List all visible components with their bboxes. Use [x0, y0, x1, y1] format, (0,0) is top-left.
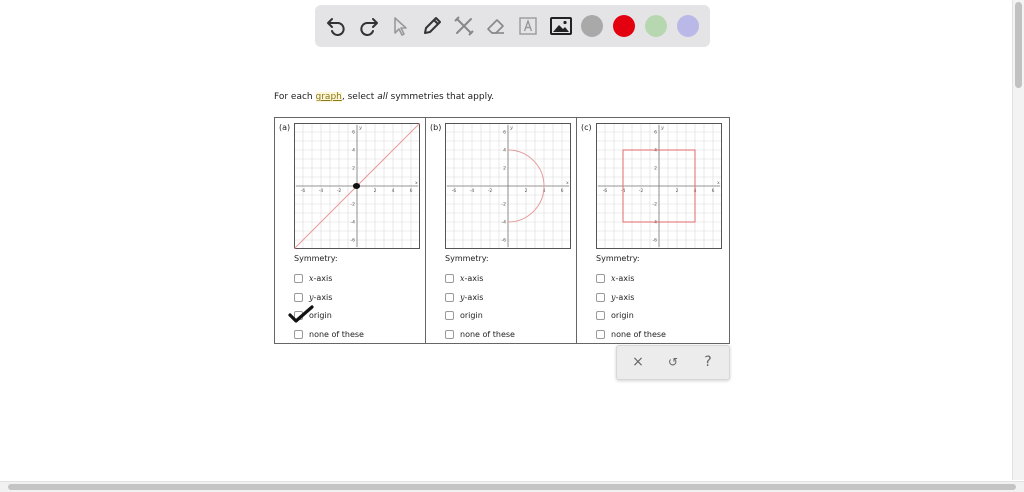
color-swatch-lavender[interactable]: [677, 15, 699, 37]
checkbox[interactable]: [294, 330, 303, 339]
y-tick-label: 6: [352, 130, 355, 136]
undo-answer-button[interactable]: ↺: [667, 355, 679, 369]
option-y-axis[interactable]: y -axis: [294, 291, 332, 303]
redo-icon[interactable]: [356, 14, 380, 38]
y-tick-label: -6: [652, 238, 657, 244]
y-tick-label: 4: [654, 148, 657, 154]
ink-dot: [353, 183, 360, 189]
x-tick-label: -2: [638, 189, 644, 194]
y-axis-label: y: [359, 125, 362, 131]
image-icon[interactable]: [549, 14, 573, 38]
option-y-axis[interactable]: y -axis: [596, 291, 634, 303]
checkbox[interactable]: [596, 293, 605, 302]
eraser-icon[interactable]: [484, 14, 508, 38]
scroll-thumb[interactable]: [1015, 2, 1022, 88]
text-box-icon[interactable]: [516, 14, 540, 38]
checkbox[interactable]: [596, 311, 605, 320]
color-swatch-gray[interactable]: [581, 15, 603, 37]
y-tick-label: -2: [350, 202, 355, 208]
x-tick-label: 2: [675, 189, 679, 194]
panel-label: (c): [581, 123, 592, 132]
checkbox[interactable]: [445, 274, 454, 283]
y-axis-label: y: [510, 125, 513, 131]
option-origin[interactable]: origin: [445, 309, 483, 321]
option-x-axis[interactable]: x -axis: [294, 272, 332, 284]
checkbox[interactable]: [294, 293, 303, 302]
graph-a: [294, 123, 420, 249]
graph-link[interactable]: graph: [315, 92, 342, 102]
drawing-toolbar: [315, 5, 710, 47]
x-tick-label: -4: [318, 189, 324, 194]
scroll-thumb[interactable]: [8, 484, 1016, 490]
panel-a: [275, 118, 426, 343]
y-tick-label: 6: [654, 130, 657, 136]
prompt-emphasis: all: [377, 92, 388, 102]
horizontal-scrollbar[interactable]: [0, 481, 1024, 492]
x-tick-label: -2: [336, 189, 342, 194]
vertical-scrollbar[interactable]: [1012, 0, 1024, 480]
x-tick-label: 2: [524, 189, 528, 194]
symmetry-title: Symmetry:: [596, 254, 640, 263]
graph-panels: [274, 117, 730, 344]
tools-icon[interactable]: [452, 14, 476, 38]
y-tick-label: -4: [652, 220, 657, 226]
graph-c: [596, 123, 722, 249]
panel-c: [577, 118, 728, 343]
x-axis-label: x: [415, 180, 418, 186]
y-tick-label: -4: [350, 220, 355, 226]
x-tick-label: 4: [391, 189, 395, 194]
symmetry-title: Symmetry:: [294, 254, 338, 263]
x-tick-label: -4: [469, 189, 475, 194]
panel-label: (a): [279, 123, 291, 132]
y-axis-label: y: [661, 125, 664, 131]
option-origin[interactable]: origin: [596, 309, 634, 321]
color-swatch-red[interactable]: [613, 15, 635, 37]
help-button[interactable]: ?: [704, 354, 712, 370]
option-origin[interactable]: origin: [294, 309, 332, 321]
x-tick-label: 4: [542, 189, 546, 194]
x-tick-label: 6: [409, 189, 413, 194]
color-swatch-green[interactable]: [645, 15, 667, 37]
panel-b: [426, 118, 577, 343]
checkbox[interactable]: [445, 293, 454, 302]
x-tick-label: -4: [620, 189, 626, 194]
option-none[interactable]: none of these: [445, 328, 515, 340]
y-tick-label: -2: [652, 202, 657, 208]
y-tick-label: -6: [350, 238, 355, 244]
undo-icon[interactable]: [325, 14, 349, 38]
question-prompt: [274, 92, 494, 102]
x-tick-label: 6: [560, 189, 564, 194]
checkbox[interactable]: [596, 330, 605, 339]
checkbox[interactable]: [445, 311, 454, 320]
option-y-axis[interactable]: y -axis: [445, 291, 483, 303]
panel-label: (b): [430, 123, 442, 132]
x-tick-label: 6: [711, 189, 715, 194]
x-tick-label: -6: [300, 189, 306, 194]
y-tick-label: -4: [501, 220, 506, 226]
option-x-axis[interactable]: x -axis: [596, 272, 634, 284]
prompt-middle: , select: [341, 92, 375, 102]
x-axis-label: x: [566, 180, 569, 186]
option-none[interactable]: none of these: [294, 328, 364, 340]
x-tick-label: -6: [602, 189, 608, 194]
checkbox[interactable]: [445, 330, 454, 339]
y-tick-label: 2: [654, 166, 657, 172]
pointer-icon[interactable]: [388, 14, 412, 38]
option-x-axis[interactable]: x -axis: [445, 272, 483, 284]
pen-icon[interactable]: [420, 14, 444, 38]
answer-action-bar: [616, 345, 730, 380]
y-tick-label: 2: [503, 166, 506, 172]
clear-button[interactable]: ×: [632, 354, 644, 370]
x-tick-label: -6: [451, 189, 457, 194]
x-axis-label: x: [717, 180, 720, 186]
y-tick-label: -6: [501, 238, 506, 244]
graph-b: [445, 123, 571, 249]
y-tick-label: -2: [501, 202, 506, 208]
y-tick-label: 6: [503, 130, 506, 136]
x-tick-label: 4: [693, 189, 697, 194]
x-tick-label: 2: [373, 189, 377, 194]
option-none[interactable]: none of these: [596, 328, 666, 340]
handwritten-check-mark: [288, 305, 314, 323]
y-tick-label: 2: [352, 166, 355, 172]
y-tick-label: 4: [503, 148, 506, 154]
checkbox[interactable]: [596, 274, 605, 283]
prompt-prefix: For each: [274, 92, 313, 102]
prompt-suffix: symmetries that apply.: [390, 92, 495, 102]
checkbox[interactable]: [294, 274, 303, 283]
x-tick-label: -2: [487, 189, 493, 194]
y-tick-label: 4: [352, 148, 355, 154]
symmetry-title: Symmetry:: [445, 254, 489, 263]
